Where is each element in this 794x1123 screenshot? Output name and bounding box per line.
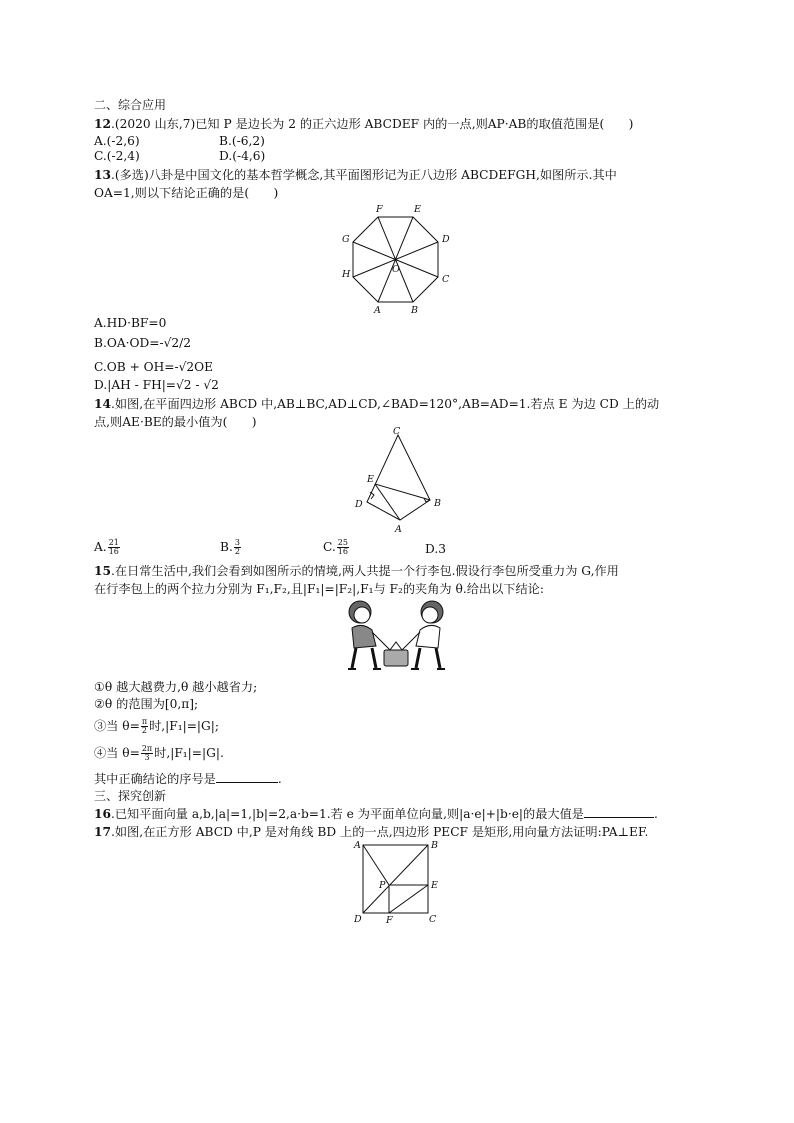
octagon-figure: [330, 196, 470, 318]
q15-answer-blank[interactable]: [216, 772, 278, 783]
quad-label-d: D: [355, 499, 363, 510]
q14-option-b: B. $\frac{3}{2}$: [220, 538, 240, 556]
q12-option-d: D.(-4,6): [219, 149, 266, 163]
section-heading-3: 三、探究创新: [94, 789, 167, 803]
q15-number: 15: [94, 564, 111, 578]
q13-option-c: C.OB + OH=-√2OE: [94, 360, 214, 374]
q16-answer-blank[interactable]: [584, 807, 654, 818]
segment-pa: [363, 845, 389, 885]
octagon-label-h: H: [342, 269, 351, 280]
q16-number: 16: [94, 807, 111, 821]
square-label-f: F: [386, 915, 393, 924]
octagon-label-a: A: [374, 305, 381, 316]
octagon-label-f: F: [376, 204, 383, 215]
octagon-label-d: D: [442, 234, 450, 245]
octagon-label-o: O: [392, 264, 400, 275]
square-label-p: P: [379, 880, 386, 891]
q14-options: [94, 538, 446, 556]
left-person-shirt: [352, 625, 376, 648]
q13-option-b: B.OA·OD=-√2/2: [94, 336, 191, 350]
luggage-illustration: [340, 598, 456, 676]
luggage-handle: [390, 642, 402, 650]
octagon-label-e: E: [414, 204, 421, 215]
q13-number: 13: [94, 168, 111, 182]
q14-option-d: D.3: [425, 542, 446, 556]
q14-text-1: .如图,在平面四边形 ABCD 中,AB⊥BC,AD⊥CD,∠BAD=120°,AB=AD=1.若点 E 为边 CD 上的动: [110, 397, 660, 411]
q15-claim-4: ④当 θ= $\frac{2\pi}{3}$ 时,|F₁|=|G|.: [94, 744, 224, 762]
q12-text: .(2020 山东,7)已知 P 是边长为 2 的正六边形 ABCDEF 内的一点,则AP·AB的取值范围是( ): [110, 117, 634, 131]
diagonal-bd: [363, 845, 428, 913]
square-label-b: B: [431, 840, 438, 851]
q16-stem: 16.已知平面向量 a,b,|a|=1,|b|=2,a·b=1.若 e 为平面单位向量,则|a·e|+|b·e|的最大值是 .: [94, 807, 658, 821]
q17-text: .如图,在正方形 ABCD 中,P 是对角线 BD 上的一点,四边形 PECF 是矩形,用向量方法证明:PA⊥EF.: [110, 825, 649, 839]
right-person-shirt: [416, 625, 440, 648]
octagon-label-g: G: [342, 234, 350, 245]
q15-question: 其中正确结论的序号是 .: [94, 772, 282, 786]
square-figure: [350, 838, 446, 924]
q15-claim-2: ②θ 的范围为[0,π];: [94, 697, 199, 711]
q12-options-row2: [94, 149, 266, 164]
q12-number: 12: [94, 117, 111, 131]
q13-text-1: .(多选)八卦是中国文化的基本哲学概念,其平面图形记为正八边形 ABCDEFGH,如图所示.其中: [110, 168, 617, 182]
q12-option-c: C.(-2,4): [94, 149, 140, 163]
square-label-d: D: [354, 914, 362, 924]
q15-stem-line2: 在行李包上的两个拉力分别为 F₁,F₂,且|F₁|=|F₂|,F₁与 F₂的夹角为 θ.给出以下结论:: [94, 582, 544, 596]
square-label-c: C: [429, 914, 437, 924]
q12-option-b: B.(-6,2): [219, 134, 265, 148]
right-angle-d: [370, 492, 374, 499]
quad-label-e: E: [367, 474, 374, 485]
q14-stem-line2: 点,则AE·BE的最小值为( ): [94, 415, 257, 429]
quadrilateral-outline: [367, 435, 430, 520]
q13-option-d: D.|AH - FH|=√2 - √2: [94, 378, 219, 392]
section-heading-2: 二、综合应用: [94, 98, 167, 112]
right-person-legs: [416, 648, 440, 668]
q17-number: 17: [94, 825, 111, 839]
left-person-legs: [352, 648, 376, 668]
q12-options-row1: [94, 134, 265, 149]
left-person-face: [354, 607, 370, 623]
q15-text-1: .在日常生活中,我们会看到如图所示的情境,两人共提一个行李包.假设行李包所受重力为 G,作用: [110, 564, 619, 578]
segment-fe: [389, 885, 428, 913]
right-person-face: [422, 607, 438, 623]
q12-option-a: A.(-2,6): [94, 134, 140, 148]
q13-stem-line1: [94, 168, 617, 183]
luggage-bag: [384, 650, 408, 666]
q15-claim-1: ①θ 越大越费力,θ 越小越省力;: [94, 680, 258, 694]
q14-number: 14: [94, 397, 111, 411]
square-label-a: A: [354, 840, 361, 851]
q13-stem-line2: OA=1,则以下结论正确的是( ): [94, 186, 279, 200]
square-label-e: E: [431, 880, 438, 891]
q14-stem-line1: [94, 397, 659, 412]
octagon-label-c: C: [442, 274, 450, 285]
segment-e-b: [375, 484, 430, 500]
quad-label-c: C: [393, 426, 401, 437]
quad-label-a: A: [395, 524, 402, 535]
segment-e-a: [375, 484, 400, 520]
q14-option-c: C. $\frac{25}{16}$: [323, 538, 348, 556]
quadrilateral-figure: [345, 426, 455, 538]
q16-text: .已知平面向量 a,b,|a|=1,|b|=2,a·b=1.若 e 为平面单位向量,则|a·e|+|b·e|的最大值是: [110, 807, 584, 821]
quad-label-b: B: [434, 498, 441, 509]
q13-option-a: A.HD·BF=0: [94, 316, 167, 330]
q15-claim-3: ③当 θ= $\frac{\pi}{2}$ 时,|F₁|=|G|;: [94, 717, 219, 735]
octagon-label-b: B: [411, 305, 418, 316]
q12-stem: [94, 117, 633, 132]
q14-option-a: A. $\frac{21}{16}$: [94, 538, 119, 556]
q15-stem-line1: [94, 564, 619, 579]
